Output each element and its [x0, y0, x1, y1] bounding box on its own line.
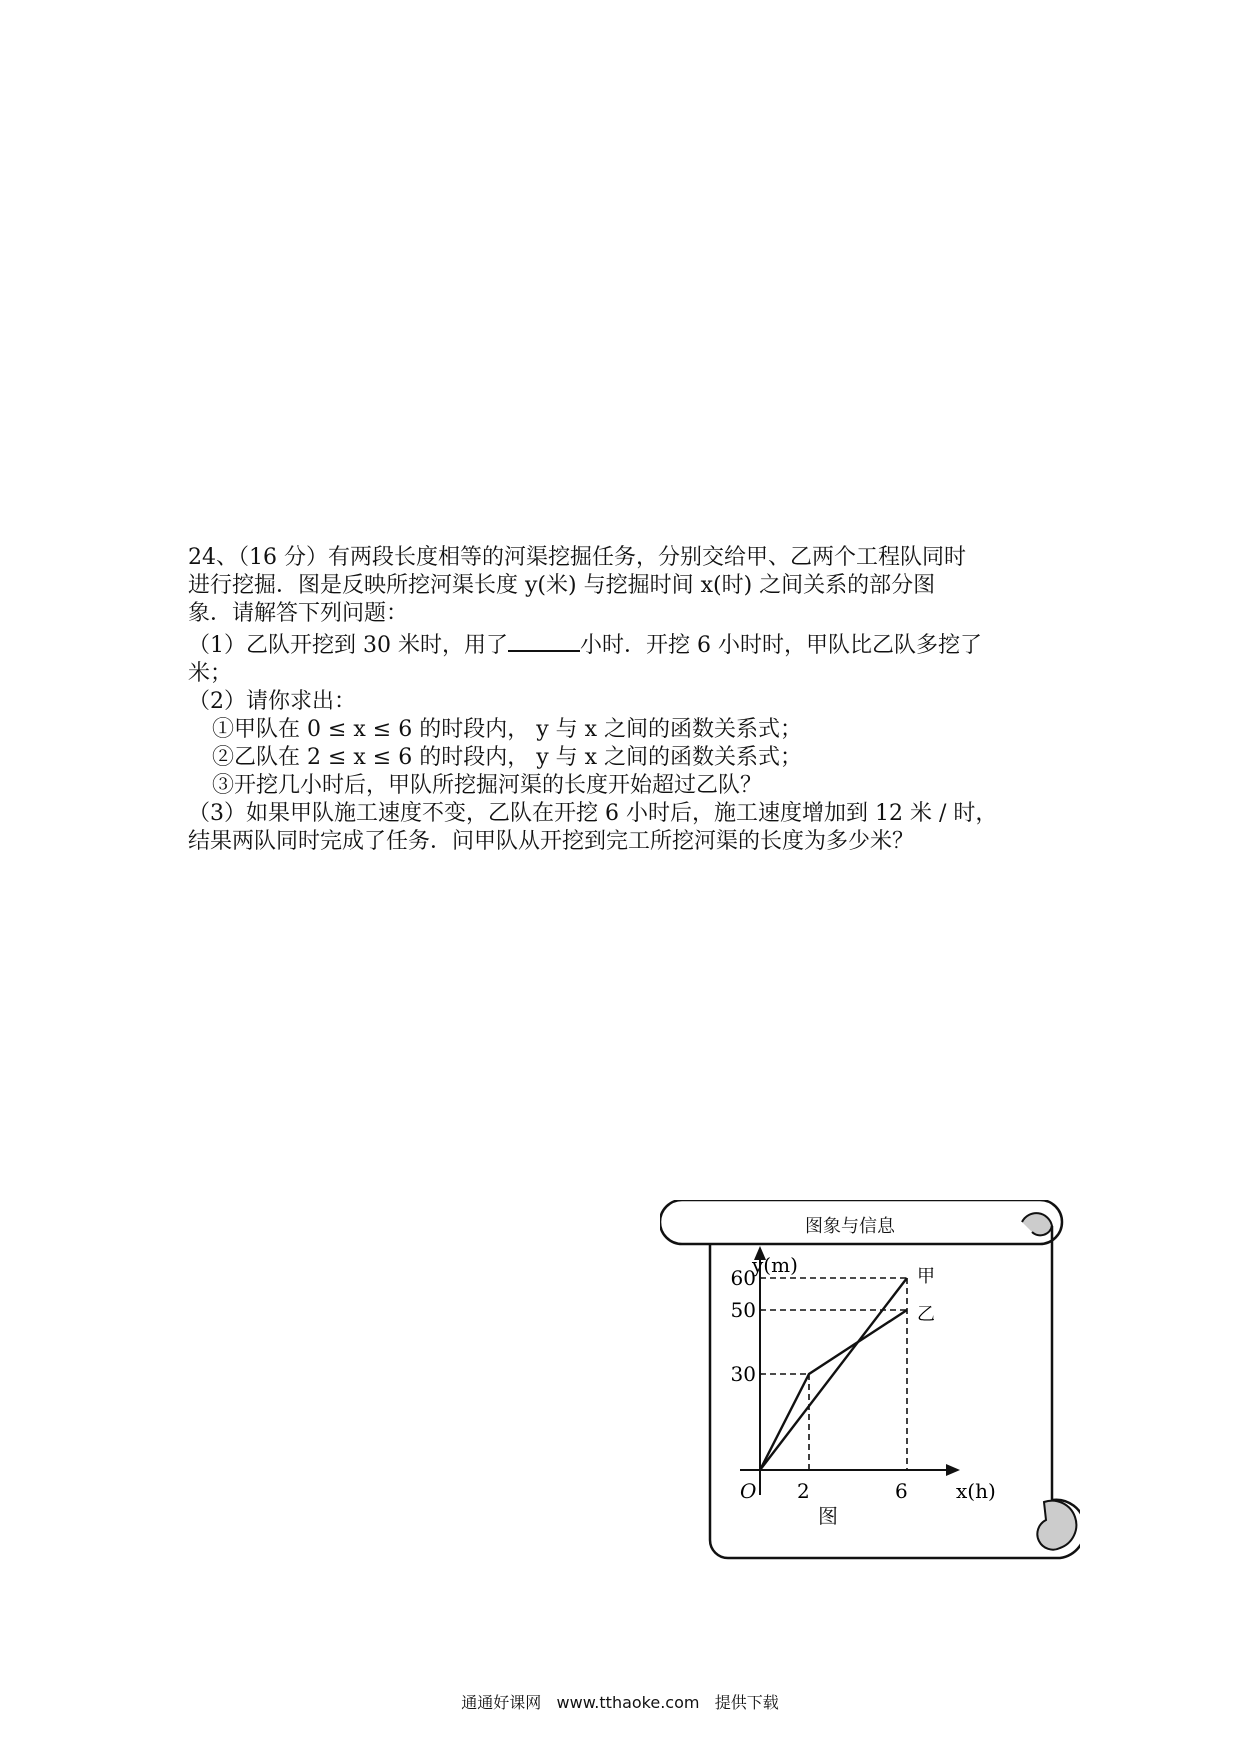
q1-before-blank: （1）乙队开挖到 30 米时，用了: [188, 633, 508, 658]
footer-suffix: 提供下载: [714, 1693, 779, 1712]
question-1-continued: 米；: [188, 661, 233, 686]
banner-title: 图象与信息: [805, 1216, 895, 1237]
answer-blank[interactable]: [508, 628, 580, 652]
series-line-1: [760, 1310, 907, 1470]
question-2-item-1: ①甲队在 0 ≤ x ≤ 6 的时段内， y 与 x 之间的函数关系式；: [212, 717, 803, 742]
question-1: [188, 628, 1068, 660]
scroll-curl-bottom: [1037, 1501, 1076, 1550]
x-tick-label: 2: [797, 1479, 810, 1503]
series-label-jia: 甲: [917, 1266, 935, 1287]
intro-line-2: 进行挖掘．图是反映所挖河渠长度 y(米) 与挖掘时间 x(时) 之间关系的部分图: [188, 573, 936, 598]
x-tick-label: 6: [895, 1479, 908, 1503]
y-tick-label: 60: [730, 1266, 756, 1290]
scroll-figure: [660, 1200, 1080, 1560]
y-tick-label: 50: [730, 1298, 756, 1322]
question-3-line-2: 结果两队同时完成了任务．问甲队从开挖到完工所挖河渠的长度为多少米？: [188, 829, 915, 854]
question-2-item-3: ③开挖几小时后，甲队所挖掘河渠的长度开始超过乙队？: [212, 773, 763, 798]
question-3-line-1: （3）如果甲队施工速度不变，乙队在开挖 6 小时后，施工速度增加到 12 米 / 时，: [188, 801, 998, 826]
question-2-item-2: ②乙队在 2 ≤ x ≤ 6 的时段内， y 与 x 之间的函数关系式；: [212, 745, 803, 770]
page-footer: [0, 1690, 1240, 1713]
figure-caption: 图: [818, 1504, 838, 1528]
problem-24: [188, 544, 1068, 856]
x-axis-label: x(h): [956, 1479, 996, 1503]
series-label-yi: 乙: [917, 1304, 935, 1325]
q1-after-blank: 小时．开挖 6 小时时，甲队比乙队多挖了: [579, 633, 982, 658]
y-tick-label: 30: [730, 1362, 756, 1386]
line-chart: [731, 1246, 996, 1503]
intro-line-1: 24、（16 分）有两段长度相等的河渠挖掘任务，分别交给甲、乙两个工程队同时: [188, 545, 966, 570]
scroll-body-left: [710, 1244, 1000, 1558]
footer-site-name: 通通好课网: [461, 1693, 542, 1712]
footer-url[interactable]: www.tthaoke.com: [556, 1693, 700, 1712]
origin-label: O: [740, 1479, 757, 1503]
y-axis-label: y(m): [752, 1253, 798, 1277]
scroll-frame: [660, 1200, 1080, 1560]
question-2-heading: （2）请你求出：: [188, 689, 356, 714]
intro-line-3: 象．请解答下列问题：: [188, 601, 409, 626]
x-axis-arrow: [946, 1464, 960, 1476]
